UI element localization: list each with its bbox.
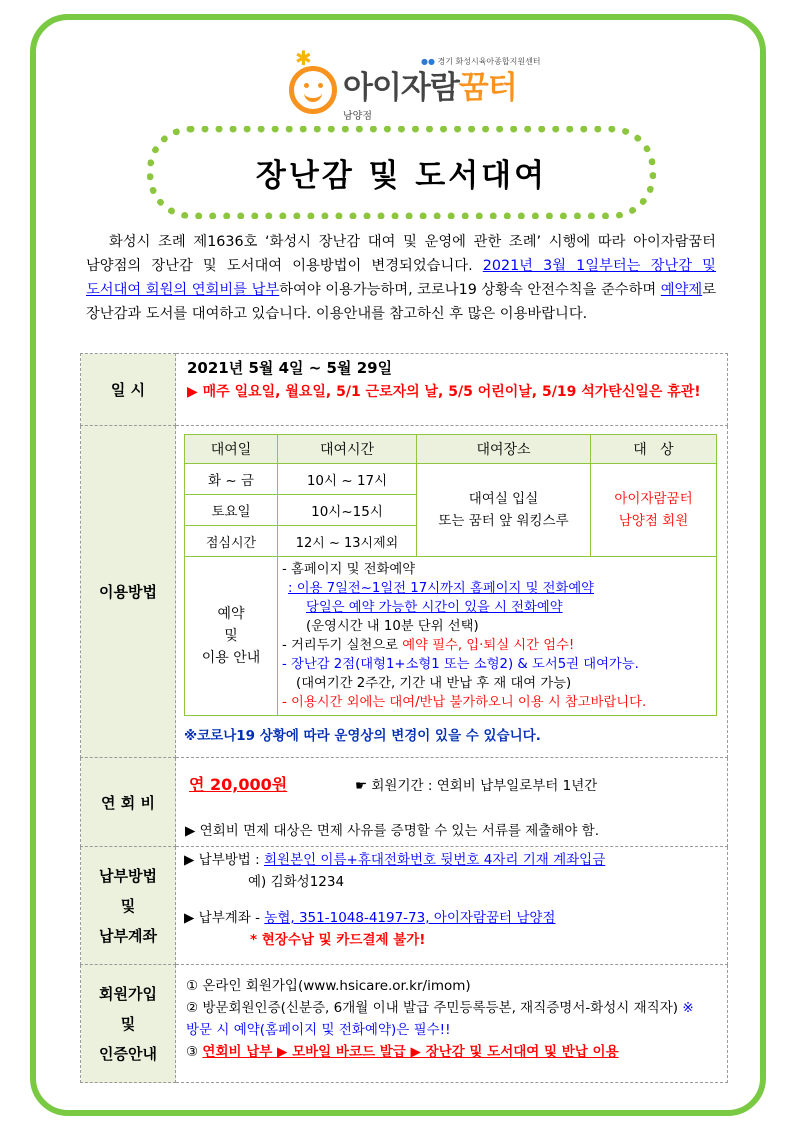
fee-exempt: ▶ 연회비 면제 대상은 면제 사유를 증명할 수 있는 서류를 제출해야 함. (185, 823, 599, 839)
header-time: 대여시간 (278, 435, 417, 464)
payment-example: 예) 김화성1234 (248, 874, 345, 890)
res-line: - 거리두기 실천으로 예약 필수, 입·퇴실 시간 엄수! (282, 638, 575, 653)
schedule-label: 일 시 (81, 354, 176, 426)
membership-label: 회원가입 및 인증안내 (81, 965, 176, 1083)
closed-days: ▶ 매주 일요일, 월요일, 5/1 근로자의 날, 5/5 어린이날, 5/19 석가탄신일은 휴관! (187, 384, 701, 400)
membership-item: ③ 연회비 납부 ▶ 모바일 바코드 발급 ▶ 장난감 및 도서대여 및 반납 이용 (186, 1044, 619, 1060)
payment-account: ▶ 납부계좌 - 농협, 351-1048-4197-73, 아이자람꿈터 남양점 (184, 910, 556, 926)
usage-table (184, 434, 717, 716)
header-day: 대여일 (185, 435, 278, 464)
header-place: 대여장소 (417, 435, 591, 464)
title-box (147, 126, 656, 219)
schedule-dates: 2021년 5월 4일 ~ 5월 29일 (187, 359, 393, 377)
res-line: : 이용 7일전~1일전 17시까지 홈페이지 및 전화예약 (288, 581, 595, 596)
res-line: - 이용시간 외에는 대여/반납 불가하오니 이용 시 참고바랍니다. (282, 695, 647, 710)
res-line: (대여기간 2주간, 기간 내 반납 후 재 대여 가능) (296, 676, 572, 691)
payment-method: ▶ 납부방법 : 회원본인 이름+휴대전화번호 뒷번호 4자리 기재 계좌입금 (184, 852, 606, 868)
cell-time: 10시 ~ 17시 (278, 464, 417, 495)
star-icon: ✱ (295, 46, 312, 70)
membership-row (81, 965, 728, 1083)
cell-time: 12시 ~ 13시제외 (278, 526, 417, 557)
page-title: 장난감 및 도서대여 (255, 158, 548, 194)
reservation-label: 예약 및 이용 안내 (185, 557, 278, 716)
child-face-icon (289, 66, 337, 114)
membership-item: ② 방문회원인증(신분증, 6개월 이내 발급 주민등록등본, 재직증명서-화성시 재직자) ※ 방문 시 예약(홈페이지 및 전화예약)은 필수!! (186, 1000, 694, 1038)
logo-name: 아이자람꿈터 (343, 70, 517, 106)
cell-day: 점심시간 (185, 526, 278, 557)
membership-item: ① 온라인 회원가입(www.hsicare.or.kr/imom) (186, 978, 471, 994)
payment-label: 납부방법 및 납부계좌 (81, 847, 176, 965)
table-row (185, 464, 717, 495)
cell-day: 토요일 (185, 495, 278, 526)
usage-header-row (185, 435, 717, 464)
payment-row (81, 847, 728, 965)
reservation-row (185, 557, 717, 716)
covid-note: ※코로나19 상황에 따라 운영상의 변경이 있을 수 있습니다. (184, 728, 541, 744)
cell-target: 아이자람꿈터 남양점 회원 (591, 464, 717, 557)
fee-amount: 연 20,000원 (189, 775, 288, 794)
schedule-row (81, 354, 728, 426)
intro-paragraph: 화성시 조례 제1636호 ‘화성시 장난감 대여 및 운영에 관한 조례’ 시행에 따라 아이자람꿈터 남양점의 장난감 및 도서대여 이용방법이 변경되었습니다. 2021년 3월 1일부터는 장난감 및 도서대여 회원의 연회비를 납부하여야 이용가능하며, 코로나19 상황속 안전수칙을 준수하며 예약제로 장난감과 도서를 대여하고 있습니다. 이용안내를 참고하신 후 많은 이용바랍니다. (86, 234, 716, 322)
fee-row (81, 758, 728, 847)
cell-day: 화 ~ 금 (185, 464, 278, 495)
logo (285, 48, 545, 124)
usage-label: 이용방법 (81, 426, 176, 758)
header-target: 대 상 (591, 435, 717, 464)
res-line: 당일은 예약 가능한 시간이 있을 시 전화예약 (306, 600, 563, 615)
reservation-info (278, 557, 717, 716)
res-line: - 홈페이지 및 전화예약 (282, 562, 416, 577)
cell-time: 10시~15시 (278, 495, 417, 526)
res-line: (운영시간 내 10분 단위 선택) (306, 619, 479, 634)
logo-branch: 남양점 (343, 111, 372, 122)
fee-label: 연 회 비 (81, 758, 176, 847)
info-table (80, 353, 728, 1083)
membership-period: ☛ 회원기간 : 연회비 납부일로부터 1년간 (355, 778, 598, 794)
logo-org: ●● 경기 화성시육아종합지원센터 (421, 57, 541, 66)
payment-warning: * 현장수납 및 카드결제 불가! (250, 932, 426, 948)
cell-place: 대여실 입실 또는 꿈터 앞 워킹스루 (417, 464, 591, 557)
usage-row (81, 426, 728, 758)
res-line: - 장난감 2점(대형1+소형1 또는 소형2) & 도서5권 대여가능. (282, 657, 639, 672)
